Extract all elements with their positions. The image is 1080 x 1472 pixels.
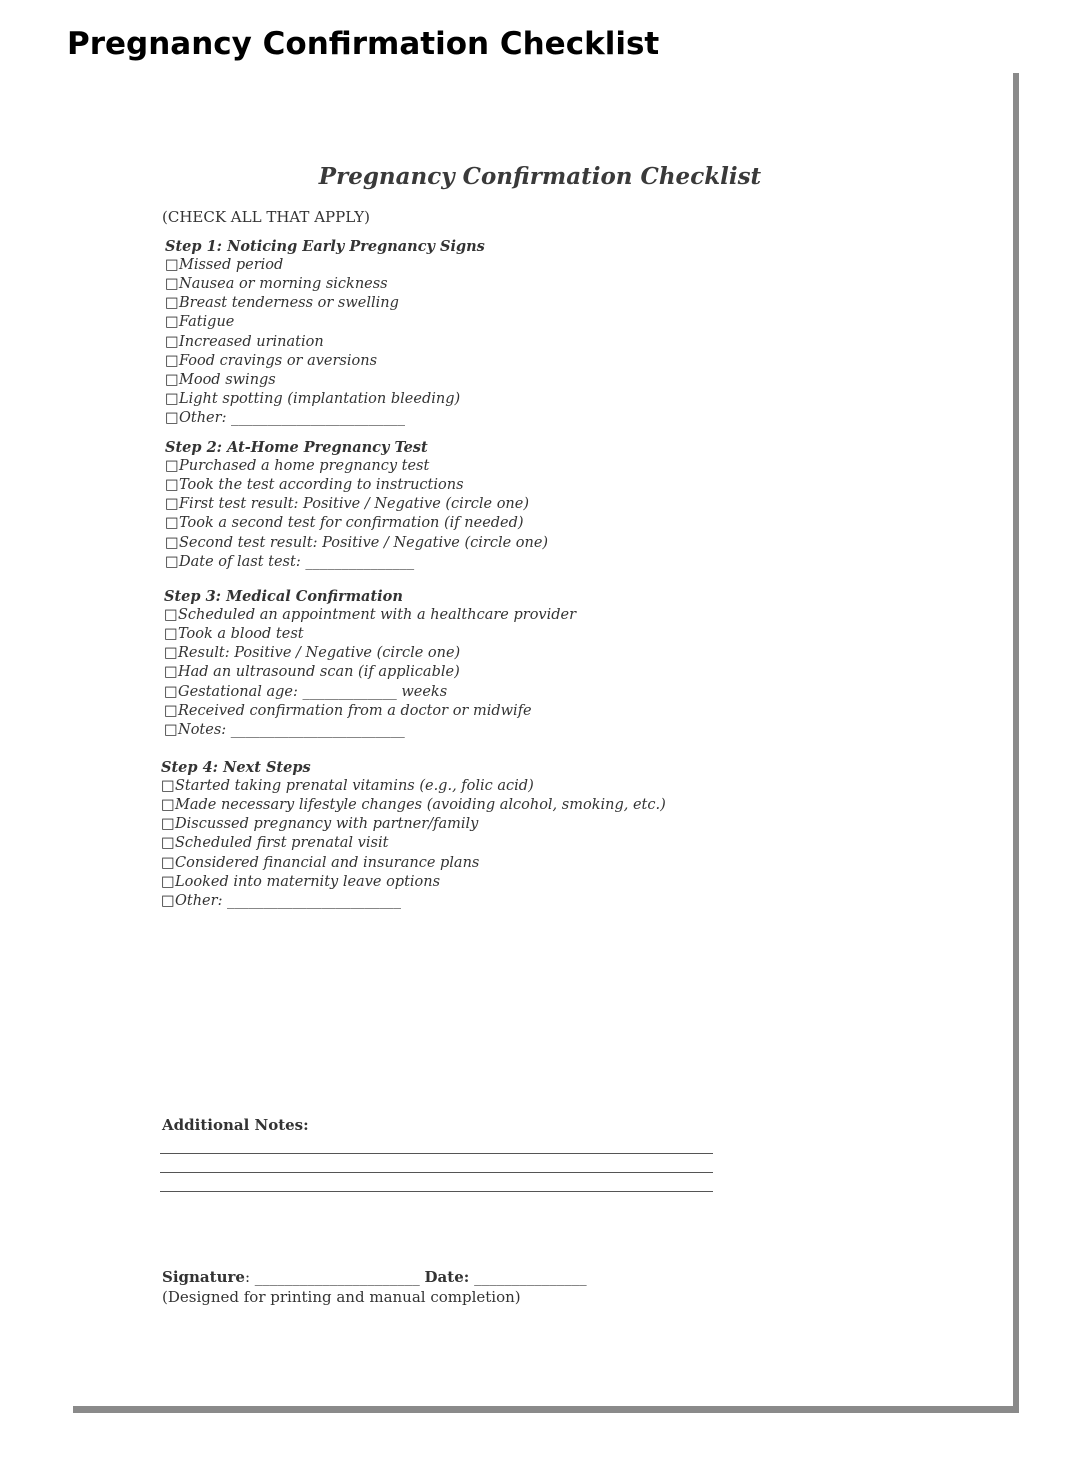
checklist-item	[161, 777, 534, 796]
checklist-item	[165, 409, 405, 428]
checklist-item-label: Date of last test: _______________	[179, 553, 415, 570]
checklist-item	[164, 683, 447, 702]
checklist-item	[165, 514, 524, 533]
page-title: Pregnancy Confirmation Checklist	[67, 26, 660, 62]
checklist-item-label: Purchased a home pregnancy test	[179, 458, 430, 475]
step-heading: Step 2: At-Home Pregnancy Test	[165, 439, 428, 456]
checkbox-icon: □	[165, 333, 179, 350]
checkbox-icon: □	[161, 778, 175, 795]
checklist-item	[161, 892, 401, 911]
checklist-item-label: Took a blood test	[178, 626, 304, 643]
checklist-item	[164, 606, 576, 625]
checklist-item-label: Started taking prenatal vitamins (e.g., folic acid)	[175, 778, 534, 795]
checkbox-icon: □	[164, 645, 178, 662]
checkbox-icon: □	[165, 371, 179, 388]
date-label: Date:	[424, 1268, 470, 1286]
checklist-item-label: Received confirmation from a doctor or midwife	[178, 702, 532, 719]
checklist-item	[164, 625, 304, 644]
checklist-item-label: Scheduled first prenatal visit	[175, 835, 389, 852]
notes-line	[160, 1153, 713, 1154]
checklist-item	[165, 294, 399, 313]
checkbox-icon: □	[165, 314, 179, 331]
checklist-item-label: First test result: Positive / Negative (circle one)	[179, 496, 530, 513]
step-heading: Step 3: Medical Confirmation	[164, 588, 403, 605]
checklist-item	[164, 663, 460, 682]
checkbox-icon: □	[165, 458, 179, 475]
checkbox-icon: □	[161, 854, 175, 871]
checkbox-icon: □	[164, 607, 178, 624]
checklist-item-label: Other: ________________________	[175, 892, 402, 909]
checklist-item-label: Considered financial and insurance plans	[175, 854, 480, 871]
notes-line	[160, 1172, 713, 1173]
checkbox-icon: □	[165, 295, 179, 312]
footer-note: (Designed for printing and manual completion)	[162, 1288, 521, 1306]
checkbox-icon: □	[165, 409, 179, 426]
checklist-item-label: Scheduled an appointment with a healthcare provider	[178, 607, 577, 624]
checkbox-icon: □	[165, 257, 179, 274]
checklist-item-label: Nausea or morning sickness	[179, 276, 388, 293]
checklist-item	[165, 390, 460, 409]
checkbox-icon: □	[164, 664, 178, 681]
checklist-item	[164, 721, 405, 740]
checklist-item-label: Discussed pregnancy with partner/family	[175, 816, 479, 833]
checklist-item	[165, 457, 429, 476]
checklist-item-label: Gestational age: _____________ weeks	[178, 683, 448, 700]
checklist-item	[161, 815, 478, 834]
checklist-item-label: Looked into maternity leave options	[175, 873, 441, 890]
checklist-item	[164, 702, 532, 721]
checklist-item	[165, 333, 324, 352]
checklist-item-label: Missed period	[179, 257, 284, 274]
checkbox-icon: □	[165, 352, 179, 369]
document-shadow-right	[1013, 73, 1019, 1413]
additional-notes-label: Additional Notes:	[162, 1116, 309, 1134]
checkbox-icon: □	[165, 477, 179, 494]
checklist-item	[165, 495, 529, 514]
checkbox-icon: □	[161, 835, 175, 852]
checklist-item	[165, 313, 234, 332]
checklist-item-label: Took a second test for confirmation (if needed)	[179, 515, 524, 532]
checklist-item	[165, 256, 283, 275]
date-blank: _______________	[469, 1268, 587, 1286]
step-heading: Step 1: Noticing Early Pregnancy Signs	[165, 238, 485, 255]
checklist-item-label: Took the test according to instructions	[179, 477, 464, 494]
checkbox-icon: □	[164, 721, 178, 738]
document-shadow-bottom	[73, 1406, 1019, 1413]
checklist-item-label: Second test result: Positive / Negative (circle one)	[179, 534, 549, 551]
checklist-item-label: Mood swings	[179, 371, 276, 388]
document-title: Pregnancy Confirmation Checklist	[318, 163, 762, 190]
checklist-item	[165, 553, 414, 572]
checklist-item-label: Result: Positive / Negative (circle one)	[178, 645, 461, 662]
checklist-item	[165, 476, 464, 495]
checkbox-icon: □	[165, 515, 179, 532]
checklist-item-label: Other: ________________________	[179, 409, 406, 426]
checklist-item	[161, 834, 388, 853]
checklist-item-label: Increased urination	[179, 333, 324, 350]
document-subtitle: (CHECK ALL THAT APPLY)	[162, 208, 370, 226]
checklist-item-label: Had an ultrasound scan (if applicable)	[178, 664, 460, 681]
checkbox-icon: □	[164, 683, 178, 700]
step-heading: Step 4: Next Steps	[161, 759, 311, 776]
signature-blank: : ______________________	[244, 1268, 420, 1286]
checklist-item-label: Food cravings or aversions	[179, 352, 378, 369]
checkbox-icon: □	[165, 496, 179, 513]
checklist-item-label: Made necessary lifestyle changes (avoiding alcohol, smoking, etc.)	[175, 797, 666, 814]
checkbox-icon: □	[165, 390, 179, 407]
checklist-item-label: Light spotting (implantation bleeding)	[179, 390, 461, 407]
checkbox-icon: □	[161, 797, 175, 814]
signature-label: Signature	[162, 1268, 245, 1286]
checkbox-icon: □	[165, 534, 179, 551]
checklist-item	[165, 534, 548, 553]
signature-line	[162, 1268, 587, 1286]
checklist-item-label: Breast tenderness or swelling	[179, 295, 399, 312]
checkbox-icon: □	[165, 553, 179, 570]
checkbox-icon: □	[164, 626, 178, 643]
notes-line	[160, 1191, 713, 1192]
checkbox-icon: □	[161, 892, 175, 909]
checkbox-icon: □	[161, 873, 175, 890]
checkbox-icon: □	[161, 816, 175, 833]
checklist-item	[165, 352, 377, 371]
checklist-item	[165, 371, 276, 390]
checklist-item	[165, 275, 388, 294]
checkbox-icon: □	[165, 276, 179, 293]
checkbox-icon: □	[164, 702, 178, 719]
checklist-item-label: Fatigue	[179, 314, 235, 331]
checklist-item	[164, 644, 460, 663]
checklist-item	[161, 796, 666, 815]
checklist-item-label: Notes: ________________________	[178, 721, 405, 738]
checklist-item	[161, 854, 479, 873]
checklist-item	[161, 873, 440, 892]
